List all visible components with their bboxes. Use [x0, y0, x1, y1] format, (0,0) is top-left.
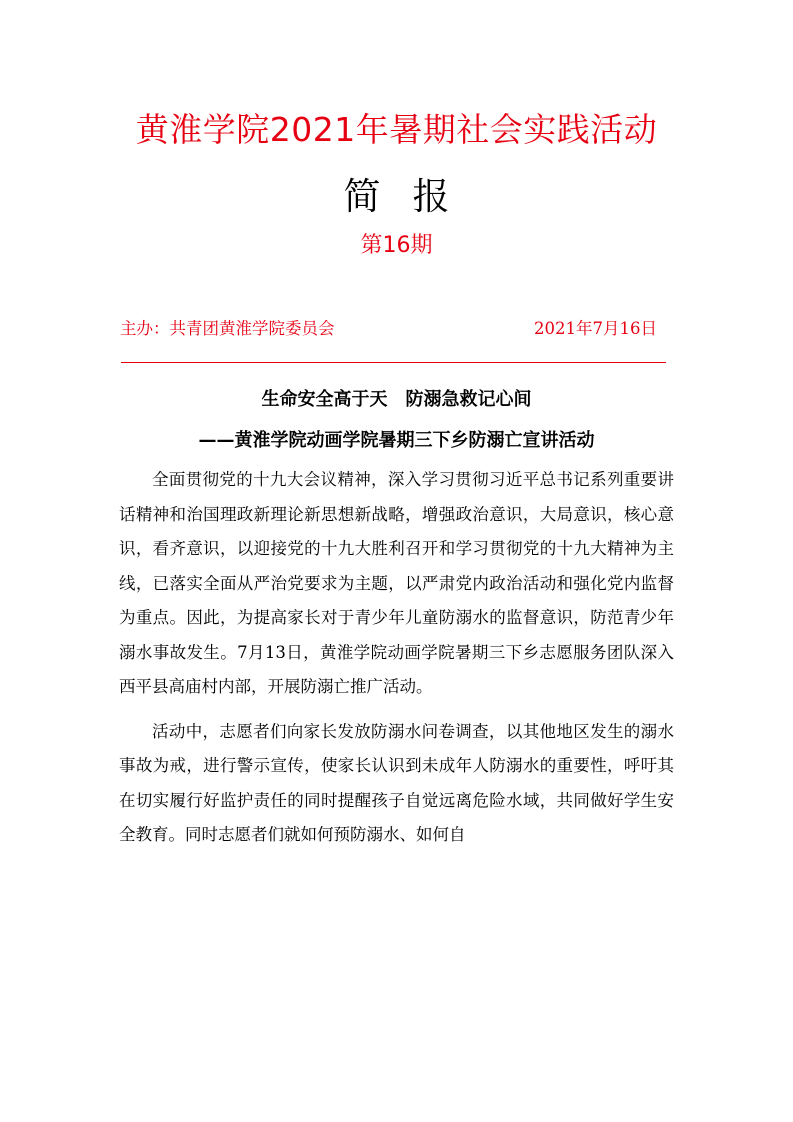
- bulletin-title: 黄淮学院2021年暑期社会实践活动: [135, 110, 658, 149]
- meta-row: [120, 315, 665, 339]
- header-divider: [121, 362, 666, 363]
- article-subtitle: ——黄淮学院动画学院暑期三下乡防溺亡宣讲活动: [198, 430, 595, 451]
- host-organization: 主办：共青团黄淮学院委员会: [120, 319, 335, 338]
- article-body: [119, 463, 674, 853]
- publish-date: 2021年7月16日: [534, 319, 657, 338]
- subtitle-char-right: 报: [412, 175, 450, 218]
- paragraph: 活动中，志愿者们向家长发放防溺水问卷调查，以其他地区发生的溺水事故为戒，进行警示宣传，使家长认识到未成年人防溺水的重要性，呼吁其在切实履行好监护责任的同时提醒孩子自觉远离危险水域，共同做好学生安全教育。同时志愿者们就如何预防溺水、如何自: [119, 721, 674, 844]
- paragraph: 全面贯彻党的十九大会议精神，深入学习贯彻习近平总书记系列重要讲话精神和治国理政新理论新思想新战略，增强政治意识，大局意识，核心意识，看齐意识，以迎接党的十九大胜利召开和学习贯彻党的十九大精神为主线，已落实全面从严治党要求为主题，以严肃党内政治活动和强化党内监督为重点。因此，为提高家长对于青少年儿童防溺水的监督意识，防范青少年溺水事故发生。7月13日，黄淮学院动画学院暑期三下乡志愿服务团队深入西平县高庙村内部，开展防溺亡推广活动。: [119, 470, 674, 696]
- subtitle-char-left: 简: [343, 175, 381, 218]
- issue-number: 第16期: [360, 233, 433, 258]
- article-title: 生命安全高于天 防溺急救记心间: [261, 389, 532, 410]
- bulletin-subtitle: [0, 166, 793, 220]
